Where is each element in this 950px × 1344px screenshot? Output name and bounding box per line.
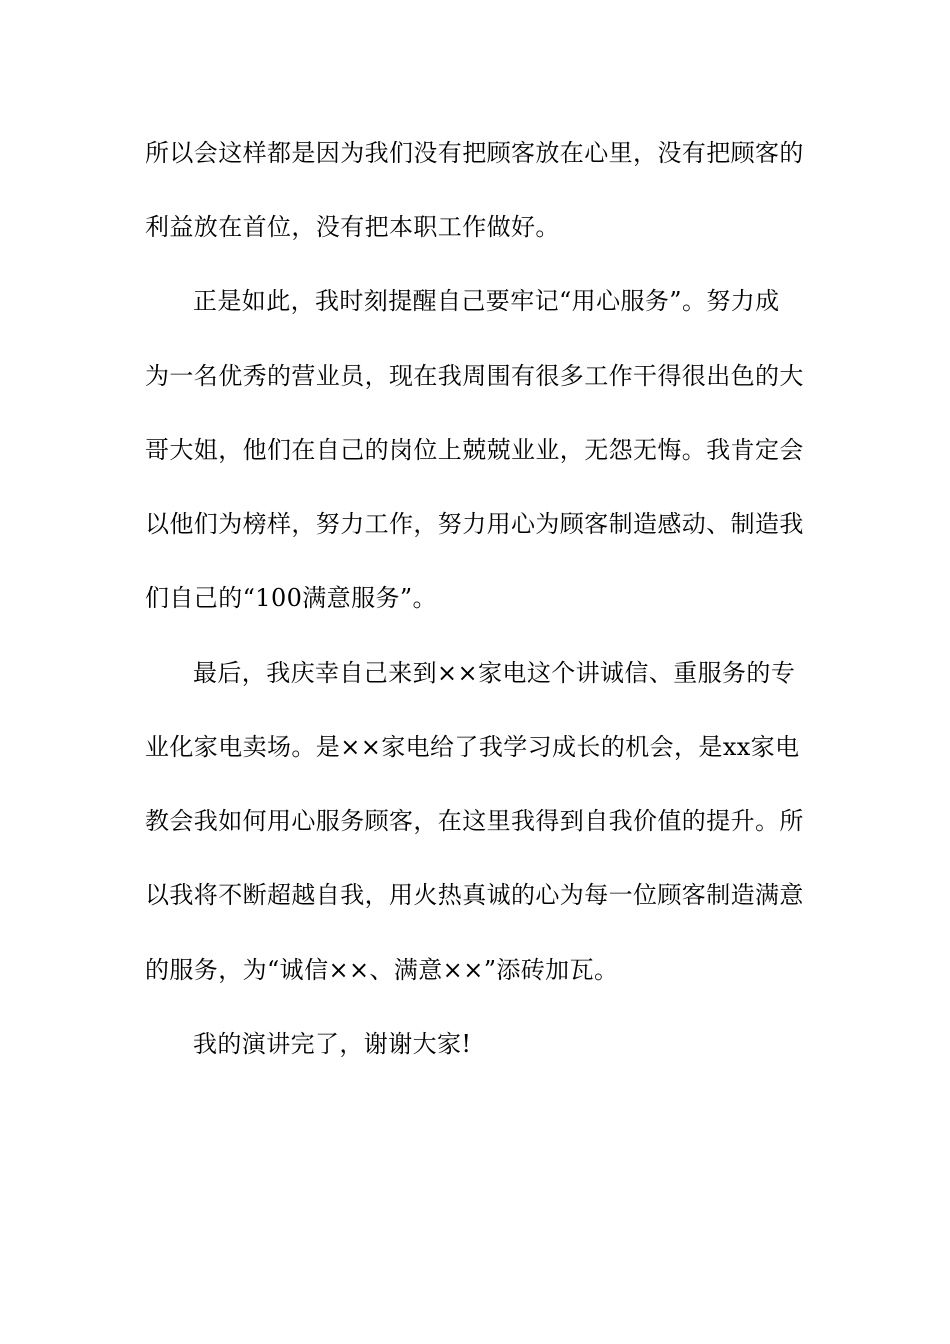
text-line: 利益放在首位，没有把本职工作做好。 bbox=[145, 213, 560, 241]
text-line: 哥大姐，他们在自己的岗位上兢兢业业，无怨无悔。我肯定会 bbox=[145, 436, 804, 464]
text-line: 以他们为榜样，努力工作，努力用心为顾客制造感动、制造我 bbox=[145, 510, 804, 538]
text-line: 教会我如何用心服务顾客，在这里我得到自我价值的提升。所 bbox=[145, 807, 804, 835]
text-line: 正是如此，我时刻提醒自己要牢记“用心服务”。努力成 bbox=[193, 287, 780, 315]
text-line: 最后，我庆幸自己来到××家电这个讲诚信、重服务的专 bbox=[193, 659, 796, 687]
text-line: 业化家电卖场。是××家电给了我学习成长的机会，是xx家电 bbox=[145, 733, 800, 761]
text-line: 们自己的“100满意服务”。 bbox=[145, 584, 437, 612]
text-line: 以我将不断超越自我，用火热真诚的心为每一位顾客制造满意 bbox=[145, 881, 804, 909]
text-line: 所以会这样都是因为我们没有把顾客放在心里，没有把顾客的 bbox=[145, 139, 804, 167]
text-line: 的服务，为“诚信××、满意××”添砖加瓦。 bbox=[145, 956, 619, 984]
text-line: 我的演讲完了，谢谢大家! bbox=[193, 1030, 472, 1058]
text-line: 为一名优秀的营业员，现在我周围有很多工作干得很出色的大 bbox=[145, 362, 804, 390]
